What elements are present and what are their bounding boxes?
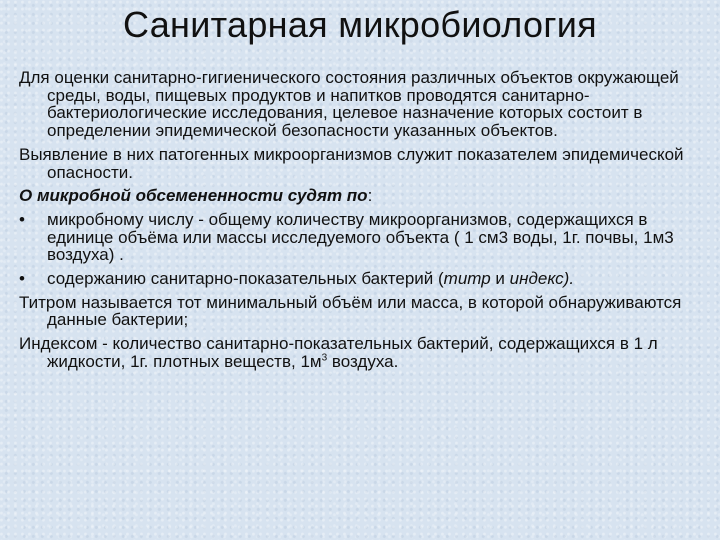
paragraph-purpose: Для оценки санитарно-гигиенического состояния различных объектов окружающей среды, воды, пищевых продуктов и напитков проводятся санитарно-бактериологические исследования, целевое назначение которых состоит в определении эпидемической безопасности указанных объектов.: [19, 68, 679, 141]
contamination-heading-text: О микробной обсемененности судят по: [19, 186, 368, 206]
paragraph-pathogens: Выявление в них патогенных микроорганизмов служит показателем эпидемической опасности.: [19, 144, 684, 182]
bullet-glyph: •: [19, 269, 25, 289]
bullet-titr-term: титр: [443, 269, 491, 289]
slide-body: [19, 69, 715, 377]
paragraph-titr-definition: Титром называется тот минимальный объём или масса, в которой обнаруживаются данные бактерии;: [19, 292, 682, 330]
bullet-index-term: индекс).: [509, 269, 575, 289]
index-definition-superscript: 3: [321, 352, 328, 364]
bullet-glyph: •: [19, 209, 25, 229]
bullet-and-word: и: [490, 269, 510, 289]
contamination-heading-colon: :: [367, 186, 373, 206]
slide-title: Санитарная микробиология: [123, 4, 597, 45]
index-definition-text: Индексом - количество санитарно-показательных бактерий, содержащихся в 1 л жидкости, 1г. плотных веществ, 1м: [19, 334, 658, 371]
paragraph-contamination-heading: [19, 187, 715, 205]
bullet-microbial-count-text: микробному числу - общему количеству микроорганизмов, содержащихся в единице объёма или массы исследуемого объекта ( 1 см3 воды, 1г. почвы, 1м3 воздуха) .: [47, 209, 674, 265]
bullet-microbial-count: [19, 211, 715, 264]
paragraph-index-definition: [19, 335, 715, 370]
bullet-indicator-bacteria: [19, 270, 715, 288]
bullet-indicator-text: содержанию санитарно-показательных бактерий (: [47, 269, 444, 289]
index-definition-end: воздуха.: [327, 351, 399, 371]
